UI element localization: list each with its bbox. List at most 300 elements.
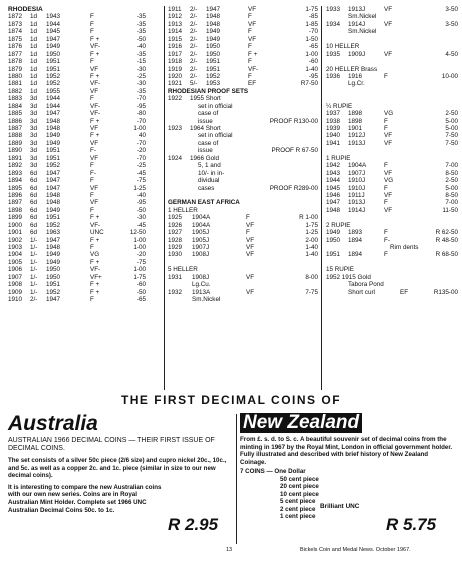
list-item [8,281,160,288]
list-item [8,58,160,65]
list-item [8,36,160,43]
list-item [8,177,160,184]
list-cell: 1950 [46,50,61,58]
coin-note: Sm.Nickel [348,28,377,36]
list-cell: F + [90,132,100,140]
list-cell: 7-50 [445,132,458,140]
list-cell: 1/- [30,288,38,296]
list-cell: F [248,72,252,80]
list-cell: VF [90,184,99,192]
list-item [326,21,458,28]
list-cell: 2/- [190,20,198,28]
spacer [326,147,458,154]
list-item [326,207,458,214]
list-cell: -20 [136,251,146,259]
section-header-proof-sets: RHODESIAN PROOF SETS [168,87,249,95]
list-cell: 1953 [206,80,221,88]
list-cell: PROOF R289-00 [269,184,318,192]
list-cell: 1904 [8,251,23,259]
denomination-header: 15 RUPIE [326,266,354,274]
coin-description: Tabora Pond [348,281,384,289]
list-cell: 1947 [46,296,61,304]
coin-denomination: 5 cent piece [280,498,316,506]
list-item [8,118,160,125]
list-cell: -65 [136,296,146,304]
list-cell: 1887 [8,125,23,132]
list-cell: VF [248,20,257,28]
list-cell: 1948 [326,206,341,214]
list-item [8,244,160,251]
spacer [168,259,318,266]
list-item [8,274,160,281]
coin-denomination: 20 cent piece [280,483,319,491]
list-cell: 1905J [192,229,210,237]
list-item [168,95,318,102]
page-number: 13 [226,547,233,553]
list-cell: VF [384,50,393,58]
list-cell: -60 [308,58,318,66]
list-cell: 1955 Short [190,95,221,103]
list-cell: 1952 [46,162,61,170]
price-column-3 [326,6,458,296]
list-item [8,80,160,87]
list-cell: case of [198,139,219,147]
list-cell: -35 [136,20,146,28]
list-cell: case of [198,110,219,118]
list-cell: 1881 [8,80,23,88]
list-cell: F- [384,236,390,244]
list-cell: 1-85 [305,20,318,28]
list-cell: 1/- [30,273,38,281]
list-item [8,296,160,303]
list-cell: 1939 [326,125,341,132]
list-cell: 1951 [326,251,341,259]
list-cell: VF [246,251,255,259]
list-item [326,162,458,169]
list-item [326,132,458,139]
list-cell: 1949 [206,28,221,36]
list-item [168,222,318,229]
list-cell: 2/- [190,72,198,80]
coin-note: Lg.Cr. [348,80,365,88]
list-cell: 1950 [46,273,61,281]
list-cell: -85 [308,13,318,21]
list-cell: 1898 [8,206,23,214]
list-cell: -45 [136,221,146,229]
list-item [8,185,160,192]
list-item [168,110,318,117]
list-cell: 1-25 [133,184,146,192]
list-cell: 1d [30,35,38,43]
australia-title: Australia [8,412,98,435]
list-cell: 1936 [326,72,341,80]
list-item [326,170,458,177]
new-zealand-ad [240,412,454,534]
publication-credit: Bickels Coin and Medal News. October 1967. [300,547,411,553]
list-cell: F + [248,50,258,58]
list-item [168,140,318,147]
list-cell: 7-50 [445,139,458,147]
list-cell: 1886 [8,117,23,125]
list-cell: 1-75 [133,273,146,281]
list-cell: -35 [136,13,146,21]
list-item [326,229,458,236]
list-cell: 1875 [8,35,23,43]
list-item [168,289,318,296]
list-item [326,73,458,80]
list-cell: R135-00 [433,288,458,296]
list-cell: -95 [136,199,146,207]
list-cell: 1d [30,87,38,95]
list-item [8,162,160,169]
list-item [168,185,318,192]
list-cell: 1949 [46,132,61,140]
list-cell: 1912J [348,132,366,140]
list-item [168,6,318,13]
list-cell: 1950 [326,236,341,244]
list-cell: 1947 [46,169,61,177]
new-zealand-coin-list [240,468,454,520]
list-cell: 12-50 [129,229,146,237]
list-cell: 1/- [30,251,38,259]
list-item [168,132,318,139]
list-cell: 1944 [46,95,61,103]
list-cell: F [90,191,94,199]
list-cell: 1883 [8,95,23,103]
list-item [8,13,160,20]
list-item [326,140,458,147]
list-cell: -25 [136,72,146,80]
list-cell: 1921 [168,80,183,88]
list-cell: F [90,95,94,103]
list-cell: 1901 [348,125,363,132]
list-cell: 1-40 [305,65,318,73]
list-cell: 1948 [206,20,221,28]
list-cell: VF [90,154,99,162]
list-item [8,51,160,58]
list-cell: -40 [136,191,146,199]
list-cell: 1925 [168,214,183,222]
list-cell: 5-00 [445,117,458,125]
list-cell: 1903 [8,244,23,251]
australia-price: R 2.95 [168,515,219,534]
denomination-header: 2 RUPIE [326,221,351,229]
list-cell: VF [90,87,99,95]
list-item [326,199,458,206]
list-cell: 2/- [190,6,198,13]
list-cell: 1898 [348,117,363,125]
list-cell: F- [90,147,96,155]
list-cell: 1922 [168,95,183,103]
list-item [168,51,318,58]
list-item [168,244,318,251]
list-cell: 1949 [326,229,341,237]
list-item [168,103,318,110]
list-cell: 1945 [46,28,61,36]
list-cell: 1885 [8,110,23,118]
list-cell: F [90,20,94,28]
spacer [326,95,458,102]
list-cell: 6d [30,206,38,214]
list-cell: 1d [30,13,38,21]
list-cell: 1919 [168,65,183,73]
list-cell: 1947 [46,110,61,118]
list-cell: 1947 [206,6,221,13]
list-cell: 1938 [326,117,341,125]
list-item [8,95,160,102]
list-cell: 1948 [46,199,61,207]
list-cell: 1895 [8,184,23,192]
list-cell: VF [384,191,393,199]
list-cell: VF- [90,266,101,274]
price-list-columns [8,6,458,391]
list-cell: VF [246,221,255,229]
list-cell: F [90,28,94,36]
list-cell: 1880 [8,72,23,80]
list-cell: 1948 [46,117,61,125]
list-cell: 1872 [8,13,23,21]
list-cell: 7-75 [305,288,318,296]
list-cell: VF- [90,221,101,229]
list-cell: 1884 [8,102,23,110]
list-cell: 1874 [8,28,23,36]
list-cell: 1916 [168,43,183,51]
list-cell: 1878 [8,58,23,66]
list-cell: R7-50 [300,80,318,88]
list-cell: 1945 [326,184,341,192]
list-item [168,125,318,132]
list-cell: 2/- [190,58,198,66]
list-cell: VF [90,139,99,147]
list-cell: 3d [30,102,38,110]
list-cell: -70 [136,154,146,162]
list-cell: VF [246,236,255,244]
list-cell: 1944 [46,20,61,28]
list-cell: 1951 [46,214,61,222]
list-cell: F [90,177,94,185]
list-cell: -75 [136,258,146,266]
list-cell: VG [90,251,100,259]
list-cell: 1933 [326,6,341,13]
list-item [326,118,458,125]
list-cell: 1943 [46,13,61,21]
list-cell: 1905J [192,236,210,244]
list-cell: F + [90,50,100,58]
new-zealand-grade: Brilliant UNC [320,503,360,510]
list-cell: 1-40 [305,244,318,251]
list-item [8,28,160,35]
list-item [168,21,318,28]
list-cell: 1882 [8,87,23,95]
list-item [8,199,160,206]
list-item [326,251,458,258]
list-item [326,177,458,184]
list-cell: 1928 [168,236,183,244]
list-cell: 6d [30,184,38,192]
list-cell: -80 [136,110,146,118]
list-cell: 1d [30,50,38,58]
list-cell: 1890 [8,147,23,155]
list-cell: F + [90,35,100,43]
list-cell: 3d [30,162,38,170]
list-cell: 1947 [46,236,61,244]
section-header-german-east-africa: GERMAN EAST AFRICA [168,199,240,207]
australia-body-1: The set consists of a silver 50c piece (2/6 size) and cupro nickel 20c., 10c., and 5c. as well as a copper 2c. and 1c. piece (similar in size to our new decimal coins). [8,457,227,480]
list-item [168,118,318,125]
list-cell: -30 [136,65,146,73]
list-cell: -65 [308,43,318,51]
list-item [8,251,160,258]
list-cell: 1950 [206,50,221,58]
list-cell: 1944 [46,102,61,110]
list-cell: VF- [90,102,101,110]
column-divider [321,6,322,390]
list-cell: 1912 [168,13,183,21]
list-cell: 2-50 [445,177,458,185]
list-cell: 1942 [326,162,341,170]
list-cell: -95 [308,72,318,80]
list-cell: -40 [136,43,146,51]
list-cell: F [90,296,94,304]
list-cell: 2-50 [445,110,458,118]
list-cell: 1947 [46,35,61,43]
list-item [8,125,160,132]
spacer [326,214,458,221]
list-cell: 1951 [46,281,61,289]
list-cell: 1-25 [305,229,318,237]
list-cell: VF [248,35,257,43]
list-cell: 6d [30,229,38,237]
list-cell: 1913A [192,288,211,296]
list-cell: 1931 [168,273,183,281]
list-cell: PROOF R 67-50 [271,147,318,155]
list-cell: 1-00 [133,236,146,244]
list-item [8,88,160,95]
list-cell: R 48-50 [435,236,458,244]
list-item [168,147,318,154]
list-cell: 1911J [348,191,365,199]
denomination-header: ¼ RUPIE [326,102,353,110]
list-cell: 1951 [46,154,61,162]
list-cell: 11-50 [442,206,458,214]
list-cell: 1909 [8,288,23,296]
list-cell: 1-75 [305,6,318,13]
list-item [8,140,160,147]
list-item [8,237,160,244]
list-cell: R 62-50 [435,229,458,237]
list-cell: 3d [30,154,38,162]
list-item [168,13,318,20]
new-zealand-title: New Zealand [240,413,362,433]
coin-note: Lg.Cu. [192,281,211,289]
list-cell: VF- [248,65,259,73]
list-cell: F [384,199,388,207]
list-cell: 1-00 [133,244,146,251]
list-cell: 1905 [8,258,23,266]
list-cell: 1892 [8,162,23,170]
list-cell: set in official [198,102,233,110]
list-cell: 1d [30,80,38,88]
list-cell: 1d [30,20,38,28]
list-cell: 1d [30,72,38,80]
spacer [326,58,458,65]
list-cell: F [90,13,94,21]
column-divider [164,6,165,390]
list-item [326,51,458,58]
list-cell: 3d [30,139,38,147]
list-cell: VF [384,132,393,140]
list-cell: 1926 [168,221,183,229]
list-cell: 1908J [192,273,210,281]
list-cell: -70 [136,95,146,103]
list-cell: F [90,244,94,251]
coins-header: 7 COINS — One Dollar [240,468,306,476]
list-cell: VF [246,273,255,281]
list-cell: PROOF R130-00 [269,117,318,125]
list-cell: VF- [90,43,101,51]
list-cell: VF- [90,80,101,88]
list-cell: 1891 [8,154,23,162]
list-cell: 1896 [8,191,23,199]
list-cell: 1913 [168,20,183,28]
list-cell: F + [90,117,100,125]
list-cell: VF [90,125,99,132]
list-cell: -35 [136,50,146,58]
list-cell: 6d [30,177,38,185]
australia-body-2: It is interesting to compare the new Australian coins with our own new series. Coins are in Royal Australian Mint Holder. Complete set 1966 UNC Australian Decimal Coins 50c. to 1c. [8,483,162,514]
list-item [8,259,160,266]
list-cell: F [384,184,388,192]
list-cell: VF [246,288,255,296]
list-cell: 1894 [348,251,363,259]
denomination-header: 1 RUPIE [326,154,351,162]
list-cell: Short curl [348,288,375,296]
list-item [168,214,318,221]
list-cell: -15 [136,58,146,66]
list-cell: 1911 [168,6,182,13]
list-cell: 1913J [348,6,366,13]
list-cell: 1913J [348,199,366,207]
list-cell: F [248,28,252,36]
list-item [168,237,318,244]
list-cell: UNC [90,229,104,237]
list-item [168,66,318,73]
list-item [168,229,318,236]
list-cell: 1948 [46,125,61,132]
list-cell: 3-50 [445,6,458,13]
list-cell: 1947 [46,184,61,192]
list-cell: 1893 [348,229,363,237]
list-cell: 6d [30,191,38,199]
list-cell: 1943 [326,169,341,177]
list-cell: 1948 [46,244,61,251]
list-item [8,73,160,80]
list-cell: 1924 [168,154,183,162]
list-cell: -20 [136,147,146,155]
list-cell: issue [198,147,213,155]
list-cell: 3-50 [445,20,458,28]
decimal-coins-title: THE FIRST DECIMAL COINS OF [120,393,342,407]
list-cell: VF [384,139,393,147]
coin-denomination: 1 cent piece [280,513,316,520]
list-cell: 1898 [348,110,363,118]
list-cell: 1949 [206,35,221,43]
list-cell: 1d [30,58,38,66]
list-cell: F [90,58,94,66]
list-item [8,170,160,177]
list-item [168,155,318,162]
list-cell: 1920 [168,72,183,80]
